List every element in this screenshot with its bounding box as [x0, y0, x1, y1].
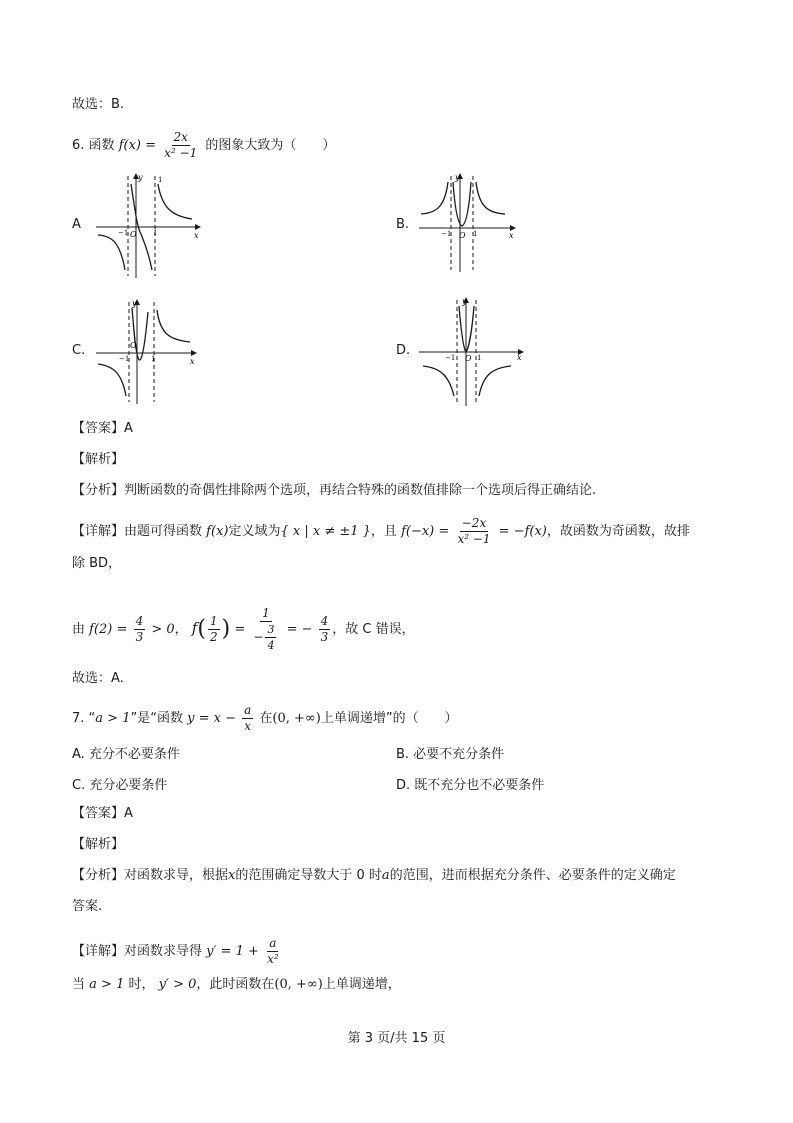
q7-fenxi-tag: 【分析】 — [72, 868, 125, 883]
q7-detail-line-2 — [72, 976, 401, 994]
q6-detail-half-num: 1 — [209, 614, 218, 628]
q6-option-a-label: A — [72, 217, 81, 232]
q6-graph-b-tick-pos: 1 — [473, 230, 478, 238]
q6-answer — [72, 420, 133, 438]
q6-graph-d-tick-pos: 1 — [477, 354, 482, 362]
q7-option-d: D. 既不充分也不必要条件 — [396, 778, 545, 793]
q6-graph-c-tick-pos: 1 — [151, 355, 156, 363]
q6-detail-line-2: 除 BD， — [72, 556, 122, 571]
q7-option-a: A. 充分不必要条件 — [72, 747, 180, 762]
q6-stem-after: 的图象大致为（ ） — [205, 138, 336, 153]
q5-final-answer: 故选：B. — [72, 97, 125, 112]
q6-final: 故选：A. — [72, 671, 124, 686]
q6-function-fraction — [162, 130, 199, 161]
q7-xiangjie-tag: 【详解】 — [72, 944, 125, 959]
q7-deriv-den: x² — [267, 952, 279, 966]
q7-option-c: C. 充分必要条件 — [72, 778, 168, 793]
q7-stem-a: “ — [88, 711, 96, 726]
q6-graph-c — [92, 296, 204, 406]
q6-graph-d-origin: O — [465, 354, 472, 363]
q6-detail-f2: f(2) = — [89, 622, 128, 637]
q6-detail-line-3: 由 f(2) = $\frac{4}{3}$ > 0， f( $\frac{1}{2}$ ) = 1 − $\frac{3}{4}$ = − $\frac{4}{3}$ ，故 C 错误， — [72, 606, 415, 652]
q6-graph-c-tick-neg: −1 — [119, 355, 130, 363]
q7-fenxi-a-var: a — [381, 868, 390, 883]
q6-graph-a-y-label: y — [138, 173, 143, 182]
q6-detail-3c: ，故 C 错误， — [332, 622, 415, 637]
q7-stem — [72, 703, 458, 734]
q7-stem-b: ”是“函数 — [130, 711, 183, 726]
q6-detail-res-num: 4 — [320, 614, 329, 628]
q7-fenxi-line-2: 答案. — [72, 899, 103, 914]
q6-graph-a-tick-neg: −1 — [118, 229, 129, 237]
q7-stem-c: 在 — [259, 711, 273, 726]
q6-xiangjie-tag: 【详解】 — [72, 524, 125, 539]
q6-option-b-label: B. — [396, 217, 410, 232]
q7-detail-2c: ，此时函数在 — [196, 977, 275, 992]
q6-detail-big-num: 1 — [262, 606, 270, 620]
q6-stem-before: 函数 — [88, 138, 115, 153]
q6-detail-fneg: f(−x) = — [401, 524, 450, 539]
q7-option-b: B. 必要不充分条件 — [396, 747, 505, 762]
q6-graph-a-origin: O — [130, 230, 137, 239]
q7-detail-interval: (0, +∞) — [274, 977, 323, 992]
q6-number: 6. — [72, 138, 85, 153]
q7-cond: a > 1 — [95, 711, 131, 726]
q6-detail-1d: ，故函数为奇函数，故排 — [546, 524, 690, 539]
q6-stem — [72, 130, 335, 161]
q7-detail-1: 对函数求导得 — [124, 944, 203, 959]
q6-detail-res-den: 3 — [320, 630, 329, 644]
q6-detail-3b: ， — [174, 622, 188, 637]
q7-func-num: a — [244, 703, 252, 717]
q6-detail-line-1 — [72, 516, 690, 547]
q6-graph-d — [415, 296, 527, 408]
q7-func-fraction — [242, 703, 253, 734]
q7-number: 7. — [72, 711, 85, 726]
q6-graph-b-tick-neg: −1 — [441, 230, 452, 238]
q6-detail-1b: 定义域为 — [228, 524, 281, 539]
q7-detail-2b: 时， — [128, 977, 155, 992]
q7-deriv-fraction — [265, 936, 281, 967]
q6-detail-big-den-sign: − — [253, 630, 264, 644]
q6-option-d-label: D. — [396, 343, 411, 358]
q6-detail-1a: 由题可得函数 — [124, 524, 203, 539]
q6-graph-d-y-label: y — [462, 297, 467, 306]
q6-detail-half-den: 2 — [209, 630, 218, 644]
q6-fenxi-tag: 【分析】 — [72, 483, 125, 498]
q6-graph-b — [415, 170, 519, 274]
q6-detail-big-den — [251, 622, 280, 653]
q6-detail-eq: = −f(x) — [498, 524, 547, 539]
q6-detail-eq3: = − — [286, 622, 313, 637]
q6-graph-d-x-label: x — [517, 353, 522, 362]
q6-detail-res-fraction — [319, 614, 331, 645]
q7-detail-cond: a > 1 — [89, 977, 125, 992]
q7-interval: (0, +∞) — [272, 711, 321, 726]
q6-function-lhs: f(x) = — [118, 138, 157, 153]
q6-detail-big-den-den: 4 — [267, 639, 275, 652]
q7-fenxi-a: 对函数求导，根据 — [124, 868, 229, 883]
q6-detail-3a: 由 — [72, 622, 86, 637]
q6-graph-c-y-label: y — [132, 299, 137, 308]
page-footer: 第 3 页/共 15 页 — [347, 1031, 446, 1046]
q7-detail-2a: 当 — [72, 977, 86, 992]
q6-detail-fx: f(x) — [206, 524, 229, 539]
q6-fenxi-text: 判断函数的奇偶性排除两个选项，再结合特殊的函数值排除一个选项后得正确结论. — [124, 483, 597, 498]
q7-answer — [72, 805, 133, 823]
q6-detail-big-fraction — [251, 606, 280, 653]
q6-answer-tag: 【答案】 — [72, 421, 125, 436]
q7-fenxi-b: 的范围确定导数大于 0 时 — [235, 868, 382, 883]
q6-detail-1c: ，且 — [370, 524, 397, 539]
q6-func-denominator: x² −1 — [164, 146, 198, 160]
q6-fenxi — [72, 482, 596, 500]
q7-deriv: y′ = 1 + — [206, 944, 259, 959]
q6-detail-half-fraction — [208, 614, 220, 645]
q6-graph-d-tick-neg: −1 — [445, 354, 456, 362]
q6-option-c-label: C. — [72, 343, 86, 358]
q6-graph-a-tick-pos: 1 — [153, 229, 158, 237]
q6-analysis-tag: 【解析】 — [72, 452, 125, 467]
q6-graph-a-tick-top: 1 — [158, 176, 163, 184]
q6-detail-big-den-num: 3 — [267, 623, 275, 636]
q6-detail-f2-den: 3 — [135, 630, 144, 644]
q6-answer-value: A — [124, 421, 133, 436]
q7-func: y = x − — [187, 711, 236, 726]
q6-graph-b-y-label: y — [455, 173, 460, 182]
q6-detail-f2-fraction — [134, 614, 146, 645]
q7-fenxi-x: x — [228, 868, 236, 883]
q7-fenxi-c: 的范围，进而根据充分条件、必要条件的定义确定 — [389, 868, 676, 883]
q6-graph-c-x-label: x — [190, 357, 195, 366]
q6-graph-c-origin: O — [130, 341, 137, 350]
q6-graph-b-x-label: x — [509, 231, 514, 240]
q7-func-den: x — [244, 719, 252, 733]
q6-domain: { x | x ≠ ±1 } — [280, 524, 371, 539]
q6-graph-a-x-label: x — [194, 231, 199, 240]
q7-deriv-num: a — [269, 936, 277, 950]
q6-graph-a — [92, 170, 204, 280]
q7-detail-line-1 — [72, 936, 283, 967]
q7-answer-value: A — [124, 806, 133, 821]
q7-analysis-tag: 【解析】 — [72, 837, 125, 852]
q6-detail-frac-num: −2x — [461, 516, 487, 530]
q6-detail-frac-den: x² −1 — [457, 532, 491, 546]
q6-graph-b-origin: O — [459, 231, 466, 240]
q6-detail-eq2: = — [234, 622, 246, 637]
q7-answer-tag: 【答案】 — [72, 806, 125, 821]
q7-stem-d: 上单调递增”的（ ） — [320, 711, 458, 726]
q6-detail-gt0: > 0 — [151, 622, 175, 637]
q6-func-numerator: 2x — [173, 130, 188, 144]
q6-detail-f2-num: 4 — [135, 614, 144, 628]
q7-detail-yp: y′ > 0 — [158, 977, 197, 992]
q6-detail-fraction — [455, 516, 492, 547]
q7-fenxi — [72, 867, 676, 885]
q6-detail-fhalf: f — [191, 619, 198, 637]
q7-detail-2d: 上单调递增， — [322, 977, 401, 992]
